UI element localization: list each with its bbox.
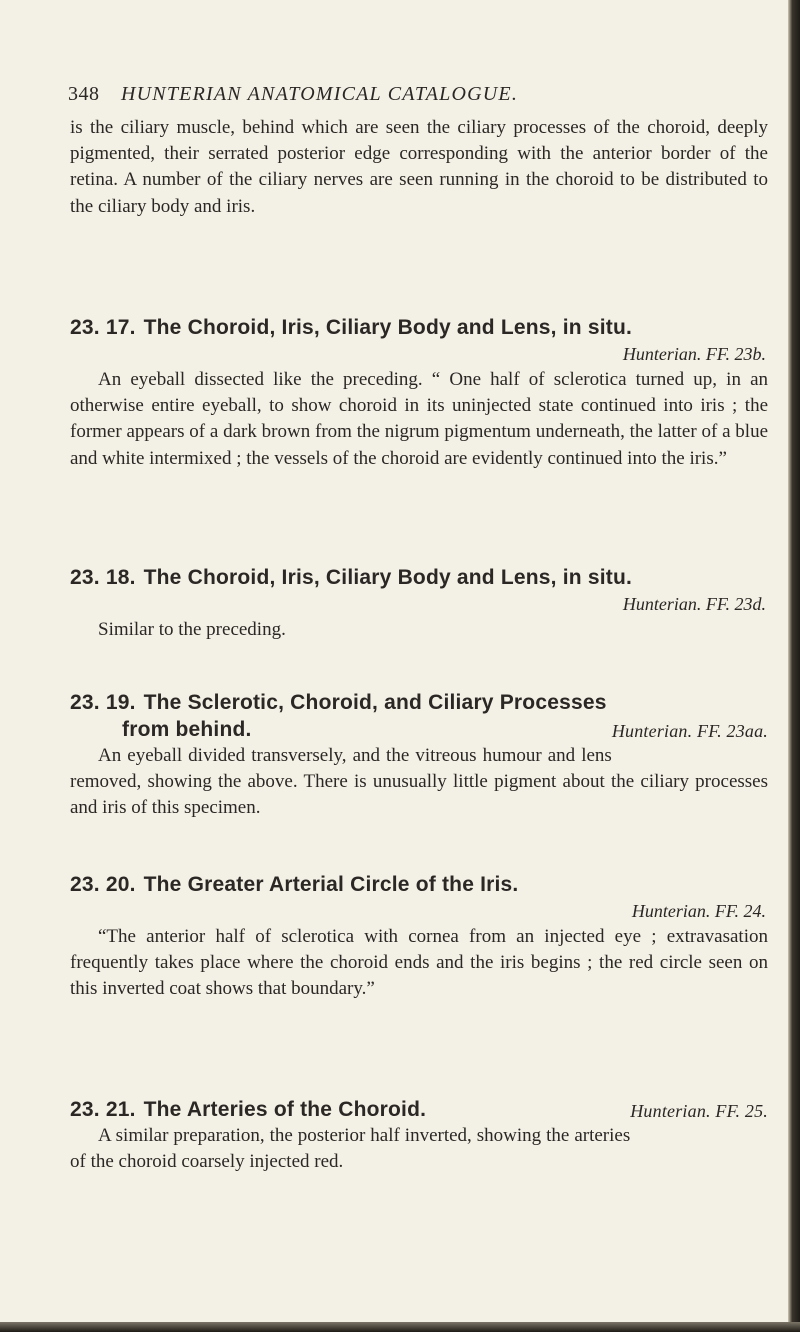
entry-number: 23. 20. — [70, 873, 136, 896]
entry-reference: Hunterian. FF. 23d. — [622, 594, 766, 614]
entry-reference: Hunterian. FF. 23aa. — [611, 721, 768, 741]
entry-title — [70, 314, 768, 341]
entry-title-text: The Greater Arterial Circle of the Iris. — [143, 873, 519, 896]
catalogue-entry — [70, 689, 768, 822]
running-head-title: HUNTERIAN ANATOMICAL CATALOGUE. — [121, 83, 519, 105]
entry-title — [70, 564, 768, 591]
entry-number: 23. 17. — [70, 316, 136, 339]
catalogue-entry — [70, 564, 768, 643]
entry-title-text: The Arteries of the Choroid. — [143, 1098, 427, 1121]
entry-title-text: The Choroid, Iris, Ciliary Body and Lens, in situ. — [143, 566, 633, 589]
page-bottom-edge — [0, 1322, 800, 1332]
catalogue-entry — [70, 871, 768, 1003]
entry-number: 23. 21. — [70, 1098, 136, 1121]
entry-reference: Hunterian. FF. 25. — [630, 1101, 768, 1121]
entry-reference: Hunterian. FF. 24. — [631, 901, 766, 921]
entry-description: Similar to the preceding. — [98, 619, 286, 640]
catalogue-entry — [70, 1096, 768, 1175]
entry-description: An eyeball dissected like the preceding. “ One half of sclerotica turned up, in an otherwise entire eyeball, to show choroid in its uninjected state continued into iris ; the former appears of a dark brown from the nigrum pigmentum underneath, the latter of a blue and white intermixed ; the vessels of the choroid are evidently continued into the iris.” — [70, 369, 768, 469]
catalogue-entry — [70, 314, 768, 472]
entry-number: 23. 19. — [70, 691, 136, 714]
entry-description: “The anterior half of sclerotica with cornea from an injected eye ; extravasation frequently takes place where the choroid ends and the iris begins ; the red circle seen on this inverted coat shows that boundary.” — [70, 926, 768, 1000]
entry-title-text: The Choroid, Iris, Ciliary Body and Lens, in situ. — [143, 316, 633, 339]
entry-reference: Hunterian. FF. 23b. — [622, 344, 766, 364]
book-spine-edge — [788, 0, 800, 1332]
entry-title-continuation — [70, 716, 768, 743]
page-number: 348 — [68, 83, 100, 105]
entry-title-text: The Sclerotic, Choroid, and Ciliary Processes — [143, 691, 607, 714]
entry-number: 23. 18. — [70, 566, 136, 589]
entry-title — [70, 1096, 768, 1123]
entry-title — [70, 871, 768, 898]
running-head — [68, 83, 768, 106]
entry-title — [70, 689, 768, 743]
entry-description: A similar preparation, the posterior half inverted, showing the arteries of the choroid coarsely injected red. — [70, 1125, 631, 1173]
intro-paragraph: is the ciliary muscle, behind which are seen the ciliary processes of the choroid, deeply pigmented, their serrated posterior edge corresponding with the anterior border of the retina. A number of the ciliary nerves are seen running in the choroid to be distributed to the ciliary body and iris. — [70, 117, 768, 217]
entry-description: An eyeball divided transversely, and the vitreous humour and lens removed, showing the above. There is unusually little pigment about the ciliary processes and iris of this specimen. — [70, 745, 768, 819]
entry-title-line2: from behind. — [122, 718, 252, 741]
